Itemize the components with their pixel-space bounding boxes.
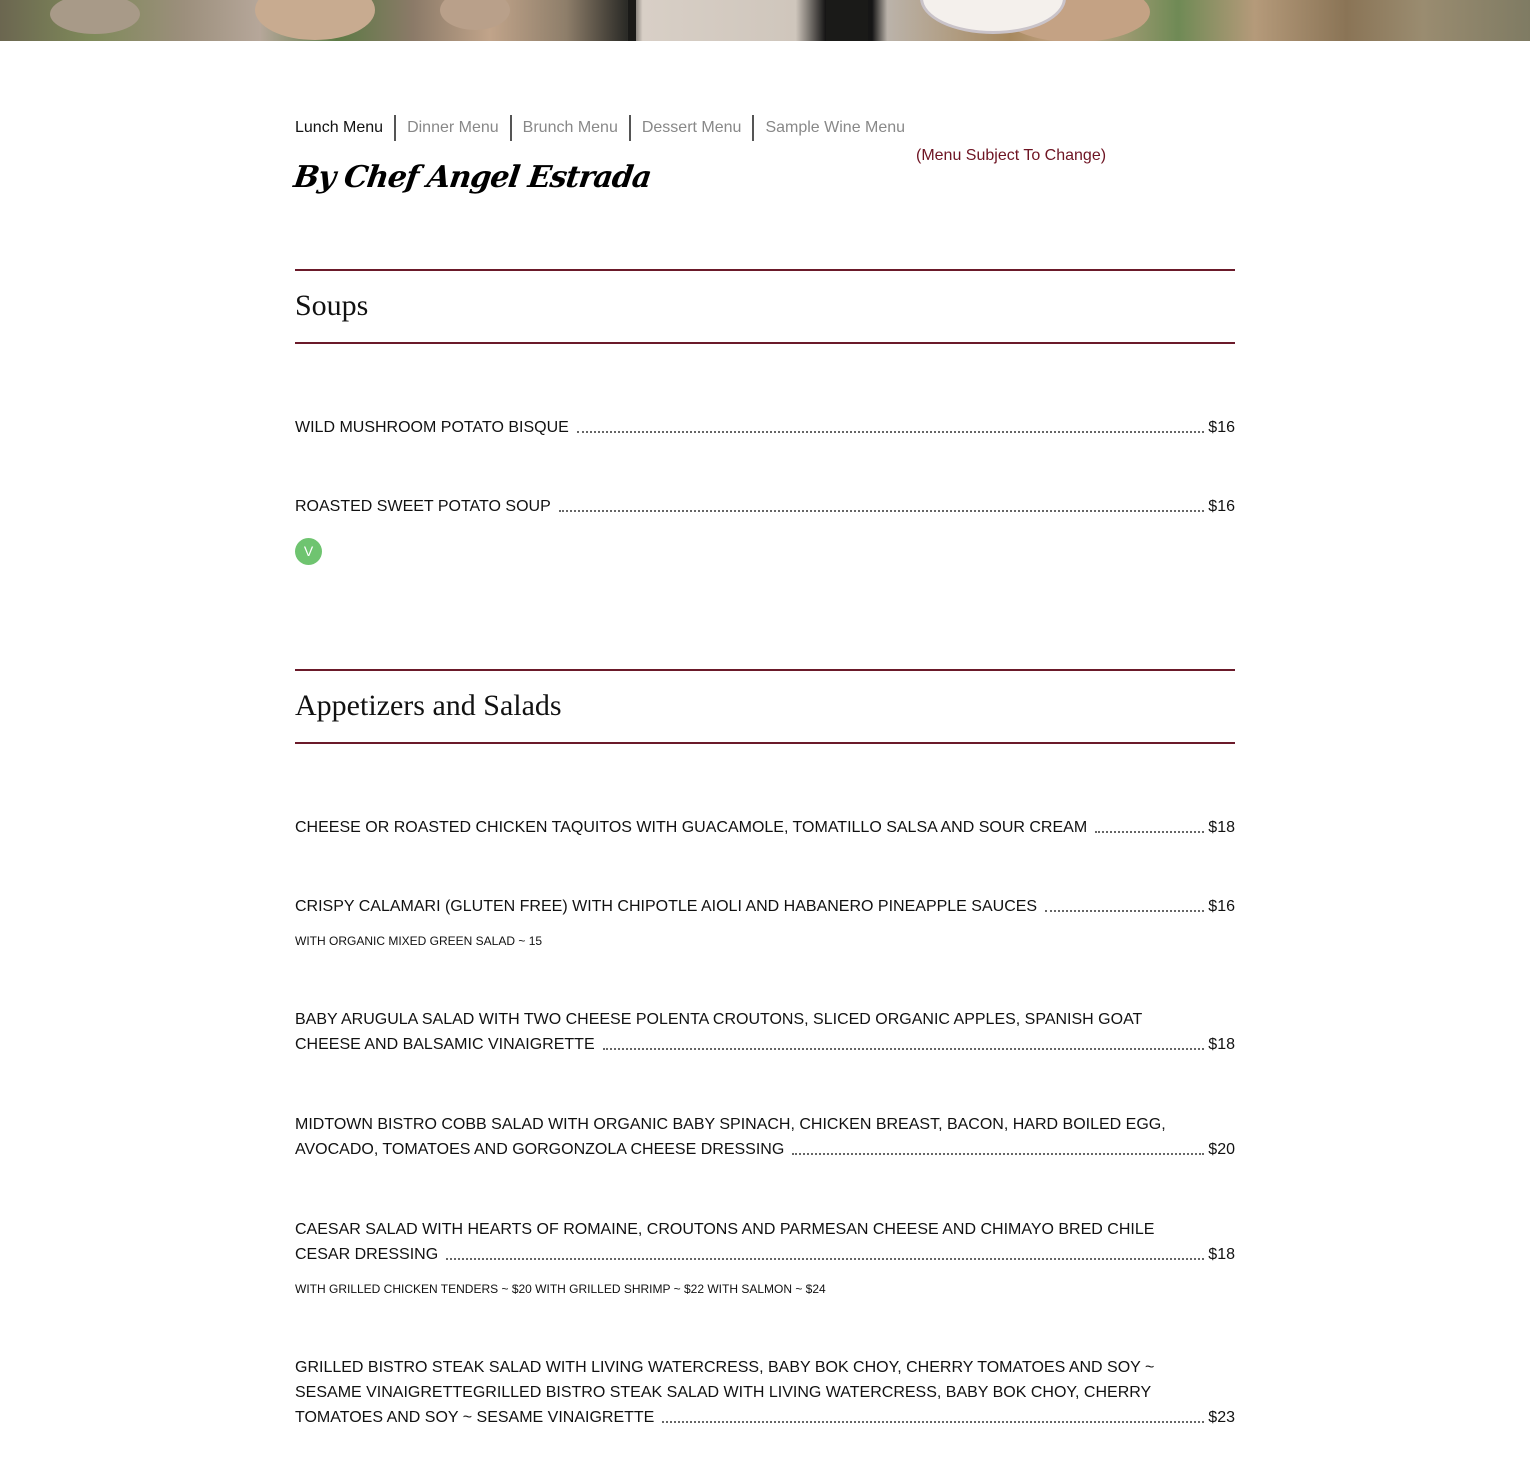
section-title-soups: Soups (295, 289, 369, 322)
menu-item-name-line: BABY ARUGULA SALAD WITH TWO CHEESE POLENTA CROUTONS, SLICED ORGANIC APPLES, SPANISH GOAT (295, 1011, 1143, 1028)
menu-item-name-line: CHEESE AND BALSAMIC VINAIGRETTE (295, 1036, 595, 1053)
menu-item-price: $18 (1208, 1246, 1235, 1263)
nav-dinner-menu[interactable]: Dinner Menu (407, 119, 499, 136)
nav-divider (752, 115, 754, 141)
menu-item-name: WILD MUSHROOM POTATO BISQUE (295, 419, 569, 436)
nav-divider (394, 115, 396, 141)
chef-signature: By Chef Angel Estrada (291, 160, 654, 195)
menu-item-price: $16 (1208, 898, 1235, 915)
menu-item-note: WITH GRILLED CHICKEN TENDERS ~ $20 WITH GRILLED SHRIMP ~ $22 WITH SALMON ~ $24 (295, 1282, 826, 1296)
dot-leader (1045, 910, 1204, 912)
section-rule-top (295, 669, 1235, 671)
menu-item (295, 1112, 1235, 1162)
menu-item-price: $16 (1208, 498, 1235, 515)
menu-item (295, 1007, 1235, 1057)
dot-leader (662, 1421, 1204, 1423)
menu-item (295, 1217, 1235, 1267)
nav-sample-wine-menu[interactable]: Sample Wine Menu (765, 119, 906, 136)
menu-change-notice: (Menu Subject To Change) (916, 147, 1107, 164)
dot-leader (559, 510, 1205, 512)
vegetarian-badge-icon: V (295, 538, 322, 565)
dot-leader (446, 1258, 1204, 1260)
nav-brunch-menu[interactable]: Brunch Menu (522, 119, 618, 136)
header-banner-image (0, 0, 1530, 41)
nav-dessert-menu[interactable]: Dessert Menu (641, 119, 742, 136)
menu-item-price: $16 (1208, 419, 1235, 436)
section-title-appetizers: Appetizers and Salads (295, 689, 562, 722)
menu-item-name-line: TOMATOES AND SOY ~ SESAME VINAIGRETTE (295, 1409, 655, 1426)
menu-item (295, 415, 1235, 440)
menu-item-name: CHEESE OR ROASTED CHICKEN TAQUITOS WITH GUACAMOLE, TOMATILLO SALSA AND SOUR CREAM (295, 819, 1088, 836)
menu-item (295, 494, 1235, 519)
nav-divider (510, 115, 512, 141)
section-rule-bottom (295, 742, 1235, 744)
menu-item-name-line: CAESAR SALAD WITH HEARTS OF ROMAINE, CROUTONS AND PARMESAN CHEESE AND CHIMAYO BRED CHILE (295, 1221, 1155, 1238)
menu-item-name-line: CESAR DRESSING (295, 1246, 439, 1263)
menu-item-name: CRISPY CALAMARI (GLUTEN FREE) WITH CHIPOTLE AIOLI AND HABANERO PINEAPPLE SAUCES (295, 898, 1038, 915)
menu-item-price: $18 (1208, 1036, 1235, 1053)
menu-item (295, 894, 1235, 919)
menu-item (295, 1355, 1235, 1430)
nav-lunch-menu[interactable]: Lunch Menu (295, 119, 384, 136)
menu-item-name-line: SESAME VINAIGRETTEGRILLED BISTRO STEAK SALAD WITH LIVING WATERCRESS, BABY BOK CHOY, CHERRY (295, 1384, 1152, 1401)
menu-nav (295, 114, 905, 142)
menu-item-price: $18 (1208, 819, 1235, 836)
dot-leader (603, 1048, 1205, 1050)
menu-item-note: WITH ORGANIC MIXED GREEN SALAD ~ 15 (295, 934, 543, 948)
section-rule-top (295, 269, 1235, 271)
dot-leader (792, 1153, 1204, 1155)
menu-item-price: $23 (1208, 1409, 1235, 1426)
menu-item-name-line: AVOCADO, TOMATOES AND GORGONZOLA CHEESE DRESSING (295, 1141, 785, 1158)
menu-item-name-line: MIDTOWN BISTRO COBB SALAD WITH ORGANIC BABY SPINACH, CHICKEN BREAST, BACON, HARD BOILED EGG, (295, 1116, 1166, 1133)
menu-item-name: ROASTED SWEET POTATO SOUP (295, 498, 551, 515)
dot-leader (577, 431, 1205, 433)
menu-item-name-line: GRILLED BISTRO STEAK SALAD WITH LIVING WATERCRESS, BABY BOK CHOY, CHERRY TOMATOES AND SOY ~ (295, 1359, 1155, 1376)
section-rule-bottom (295, 342, 1235, 344)
dot-leader (1095, 831, 1204, 833)
nav-divider (629, 115, 631, 141)
menu-item-price: $20 (1208, 1141, 1235, 1158)
menu-item (295, 815, 1235, 840)
